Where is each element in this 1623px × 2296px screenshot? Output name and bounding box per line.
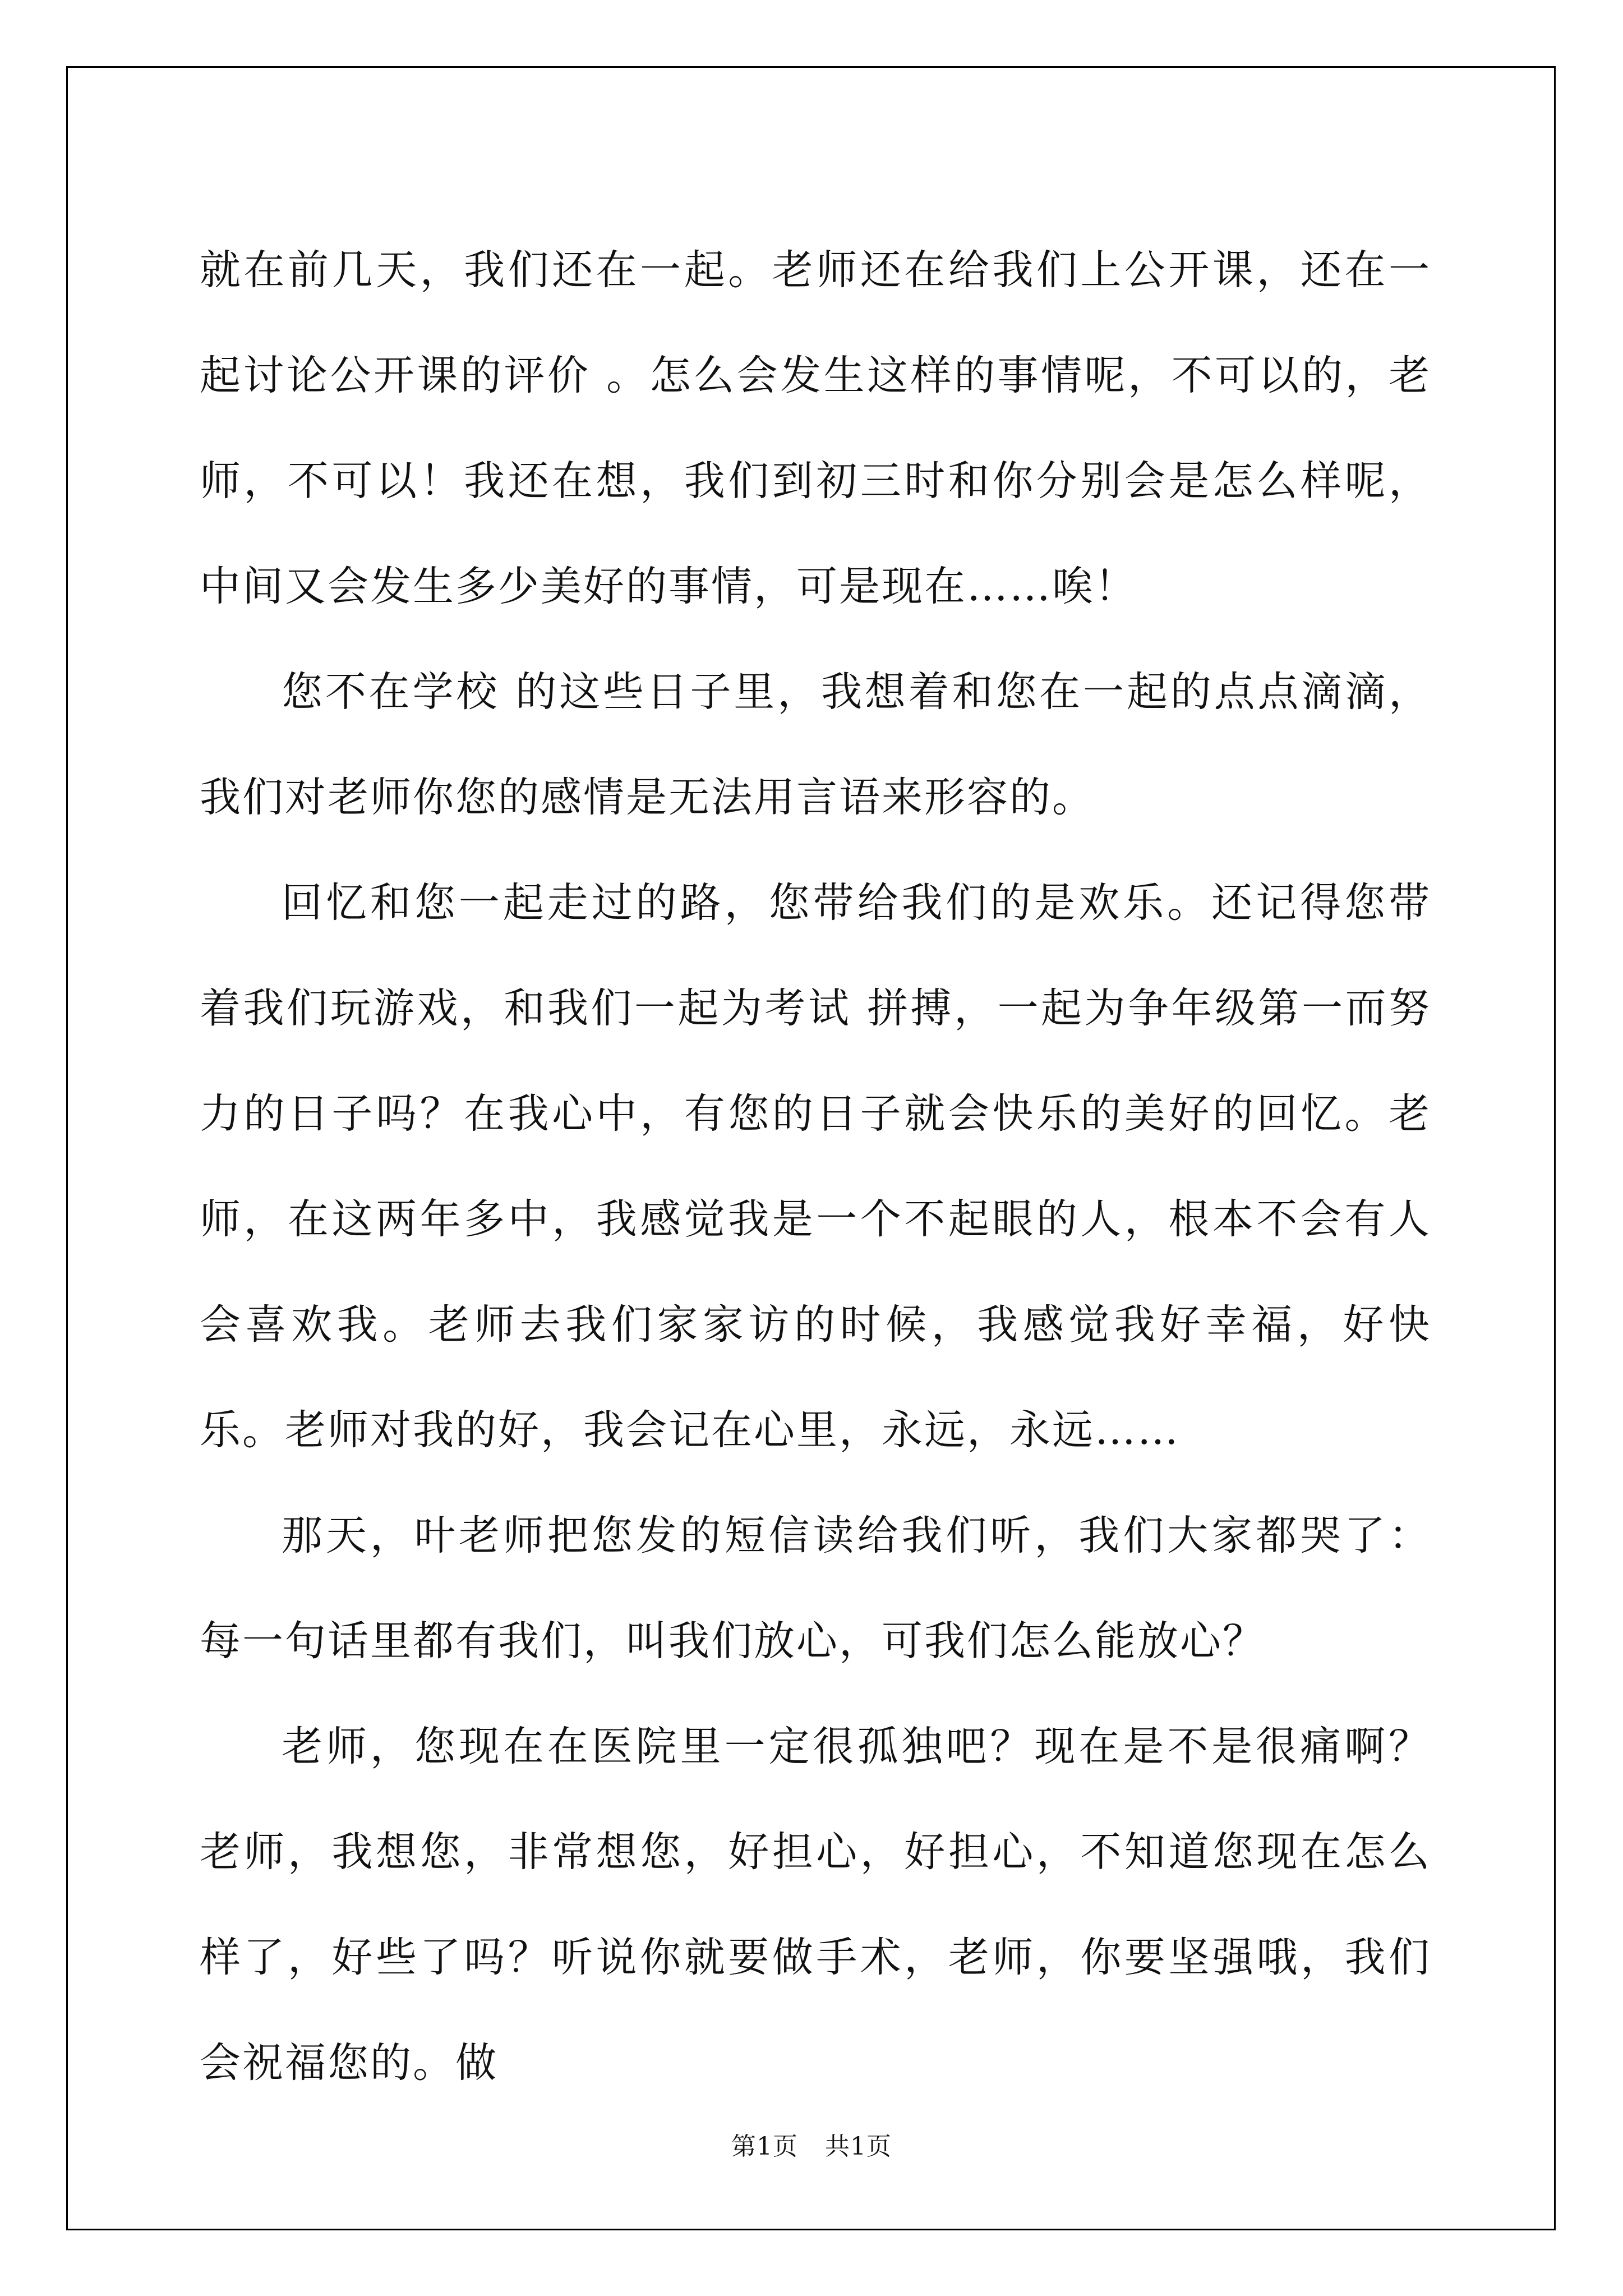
paragraph: 那天，叶老师把您发的短信读给我们听，我们大家都哭了：每一句话里都有我们，叫我们放心，可我们怎么能放心？ [200, 1512, 1431, 1665]
page-number: 第1页 [731, 2132, 798, 2161]
paragraph: 您不在学校 的这些日子里，我想着和您在一起的点点滴滴，我们对老师你您的感情是无法用言语来形容的。 [200, 668, 1431, 821]
page-total: 共1页 [825, 2132, 892, 2161]
document-body [200, 218, 1431, 2116]
page-footer [0, 2126, 1623, 2162]
paragraph: 就在前几天，我们还在一起。老师还在给我们上公开课，还在一起讨论公开课的评价 。怎么会发生这样的事情呢，不可以的，老师，不可以！我还在想，我们到初三时和你分别会是怎么样呢，中间又会发生多少美好的事情，可是现在……唉！ [200, 246, 1431, 610]
paragraph: 老师，您现在在医院里一定很孤独吧？现在是不是很痛啊？老师，我想您，非常想您，好担心，好担心，不知道您现在怎么样了，好些了吗？听说你就要做手术，老师，你要坚强哦，我们会祝福您的。做 [200, 1723, 1431, 2087]
paragraph: 回忆和您一起走过的路，您带给我们的是欢乐。还记得您带着我们玩游戏，和我们一起为考试 拼搏，一起为争年级第一而努力的日子吗？在我心中，有您的日子就会快乐的美好的回忆。老师，在这两年多中，我感觉我是一个不起眼的人，根本不会有人会喜欢我。老师去我们家家访的时候，我感觉我好幸福，好快乐。老师对我的好，我会记在心里，永远，永远…… [200, 879, 1431, 1454]
